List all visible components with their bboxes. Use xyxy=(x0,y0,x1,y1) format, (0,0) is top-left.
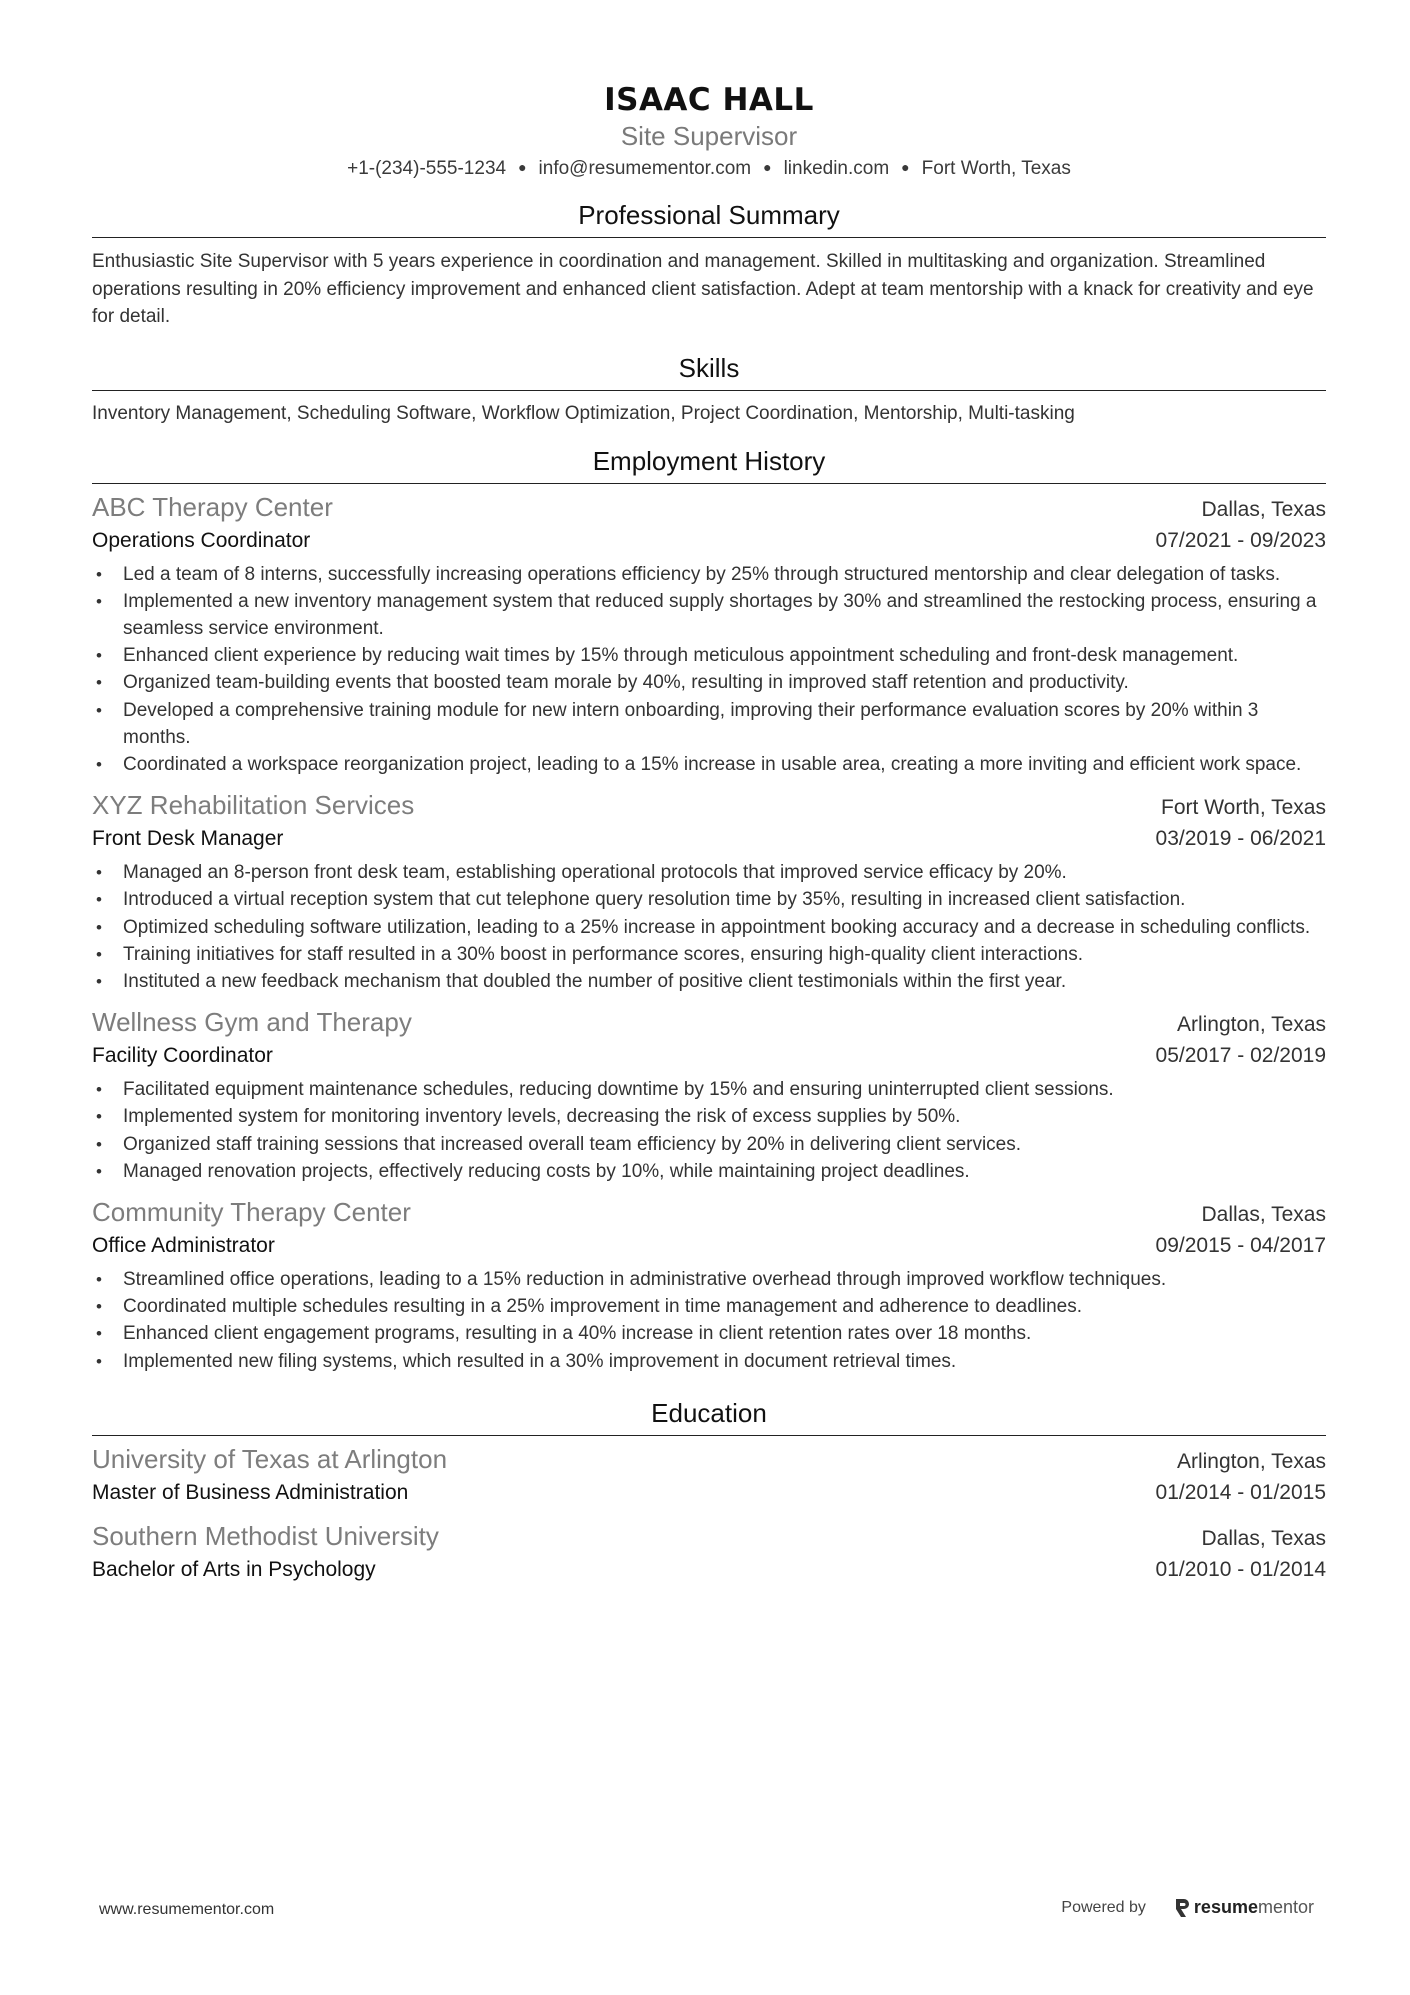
job-bullet: • Organized team-building events that boosted team morale by 40%, resulting in improved staff retention and productivity. xyxy=(92,669,1326,696)
bullet-separator: ● xyxy=(518,159,527,175)
education-entry xyxy=(92,1519,1326,1586)
job-bullet: • Facilitated equipment maintenance schedules, reducing downtime by 15% and ensuring uninterrupted client sessions. xyxy=(92,1076,1326,1103)
education-entry xyxy=(92,1442,1326,1509)
job-role: Office Administrator xyxy=(92,1233,275,1257)
job-bullet: • Developed a comprehensive training module for new intern onboarding, improving their performance evaluation scores by 20% within 3 months. xyxy=(92,697,1326,751)
job-bullet: • Optimized scheduling software utilization, leading to a 25% increase in appointment booking accuracy and a decrease in scheduling conflicts. xyxy=(92,914,1326,941)
school-location: Arlington, Texas xyxy=(1176,1449,1326,1473)
job-bullets xyxy=(92,561,1326,779)
job-location: Fort Worth, Texas xyxy=(1161,796,1326,820)
job-bullets xyxy=(92,1266,1326,1375)
job-location: Arlington, Texas xyxy=(1176,1013,1326,1037)
section-heading-summary: Professional Summary xyxy=(92,199,1326,238)
job-entry xyxy=(92,788,1326,995)
bullet-separator: ● xyxy=(763,159,772,175)
candidate-title: Site Supervisor xyxy=(620,121,798,151)
footer-branding xyxy=(1061,1897,1314,1918)
job-entry xyxy=(92,490,1326,779)
school-location: Dallas, Texas xyxy=(1201,1526,1326,1550)
education-dates: 01/2010 - 01/2014 xyxy=(1155,1557,1326,1581)
resume-header xyxy=(92,80,1326,183)
skills-section xyxy=(92,352,1326,427)
powered-by-label: Powered by xyxy=(1061,1898,1146,1916)
bullet-separator: ● xyxy=(901,159,910,175)
job-bullet: • Organized staff training sessions that increased overall team efficiency by 20% in delivering client services. xyxy=(92,1131,1326,1158)
job-dates: 05/2017 - 02/2019 xyxy=(1155,1044,1326,1068)
job-dates: 09/2015 - 04/2017 xyxy=(1155,1233,1326,1257)
contact-phone: +1-(234)-555-1234 xyxy=(347,158,507,179)
contact-linkedin[interactable]: linkedin.com xyxy=(783,158,890,179)
footer-website-link[interactable]: www.resumementor.com xyxy=(99,1901,275,1918)
job-bullet: • Led a team of 8 interns, successfully increasing operations efficiency by 25% through structured mentorship and clear delegation of tasks. xyxy=(92,561,1326,588)
brand-name-bold: resume xyxy=(1193,1897,1258,1917)
job-dates: 03/2019 - 06/2021 xyxy=(1155,827,1326,851)
section-heading-education: Education xyxy=(92,1397,1326,1436)
education-dates: 01/2014 - 01/2015 xyxy=(1155,1480,1326,1504)
candidate-name: ISAAC HALL xyxy=(604,82,814,118)
job-entry xyxy=(92,1195,1326,1375)
job-bullet: • Training initiatives for staff resulted in a 30% boost in performance scores, ensuring high-quality client interactions. xyxy=(92,941,1326,968)
resume-page xyxy=(92,80,1326,1586)
job-bullets xyxy=(92,859,1326,995)
job-bullet: • Managed an 8-person front desk team, establishing operational protocols that improved service efficacy by 20%. xyxy=(92,859,1326,886)
brand-name-light: mentor xyxy=(1257,1897,1314,1917)
job-role: Front Desk Manager xyxy=(92,827,284,851)
degree-name: Bachelor of Arts in Psychology xyxy=(92,1557,376,1581)
job-dates: 07/2021 - 09/2023 xyxy=(1155,528,1326,552)
education-section xyxy=(92,1397,1326,1586)
job-company: XYZ Rehabilitation Services xyxy=(92,790,415,821)
job-company: Wellness Gym and Therapy xyxy=(92,1007,412,1038)
job-bullet: • Enhanced client engagement programs, resulting in a 40% increase in client retention rates over 18 months. xyxy=(92,1320,1326,1347)
school-name: University of Texas at Arlington xyxy=(92,1443,448,1474)
contact-line xyxy=(92,153,1326,183)
employment-section xyxy=(92,445,1326,1375)
job-bullet: • Coordinated multiple schedules resulting in a 25% improvement in time management and adherence to deadlines. xyxy=(92,1293,1326,1320)
job-bullet: • Instituted a new feedback mechanism that doubled the number of positive client testimonials within the first year. xyxy=(92,968,1326,995)
job-bullet: • Coordinated a workspace reorganization project, leading to a 15% increase in usable area, creating a more inviting and efficient work space. xyxy=(92,751,1326,778)
job-bullet: • Implemented new filing systems, which resulted in a 30% improvement in document retrieval times. xyxy=(92,1348,1326,1375)
contact-location: Fort Worth, Texas xyxy=(921,158,1071,179)
job-company: ABC Therapy Center xyxy=(92,491,333,522)
job-bullets xyxy=(92,1076,1326,1185)
job-location: Dallas, Texas xyxy=(1201,497,1326,521)
skills-text: Inventory Management, Scheduling Software, Workflow Optimization, Project Coordination, Mentorship, Multi-tasking xyxy=(92,402,1075,424)
section-heading-skills: Skills xyxy=(92,352,1326,391)
job-bullet: • Managed renovation projects, effectively reducing costs by 10%, while maintaining project deadlines. xyxy=(92,1158,1326,1185)
contact-email[interactable]: info@resumementor.com xyxy=(538,158,752,179)
job-location: Dallas, Texas xyxy=(1201,1202,1326,1226)
job-bullet: • Streamlined office operations, leading to a 15% reduction in administrative overhead through improved workflow techniques. xyxy=(92,1266,1326,1293)
job-role: Facility Coordinator xyxy=(92,1044,273,1068)
summary-section xyxy=(92,199,1326,331)
resumementor-logo-icon xyxy=(1174,1898,1190,1918)
job-company: Community Therapy Center xyxy=(92,1196,411,1227)
section-heading-employment: Employment History xyxy=(92,445,1326,484)
job-bullet: • Enhanced client experience by reducing wait times by 15% through meticulous appointment scheduling and front-desk management. xyxy=(92,642,1326,669)
job-bullet: • Implemented a new inventory management system that reduced supply shortages by 30% and streamlined the restocking process, ensuring a seamless service environment. xyxy=(92,588,1326,642)
degree-name: Master of Business Administration xyxy=(92,1480,409,1504)
job-bullet: • Introduced a virtual reception system that cut telephone query resolution time by 35%, resulting in increased client satisfaction. xyxy=(92,886,1326,913)
job-bullet: • Implemented system for monitoring inventory levels, decreasing the risk of excess supplies by 50%. xyxy=(92,1103,1326,1130)
job-entry xyxy=(92,1005,1326,1185)
summary-text: Enthusiastic Site Supervisor with 5 years experience in coordination and management. Skilled in multitasking and organization. Streamlined operations resulting in 20% efficiency improvement and enhanced client satisfaction. Adept at team mentorship with a knack for creativity and eye for detail. xyxy=(92,251,1314,327)
job-role: Operations Coordinator xyxy=(92,528,311,552)
school-name: Southern Methodist University xyxy=(92,1520,439,1551)
brand-logo[interactable] xyxy=(1174,1897,1314,1918)
